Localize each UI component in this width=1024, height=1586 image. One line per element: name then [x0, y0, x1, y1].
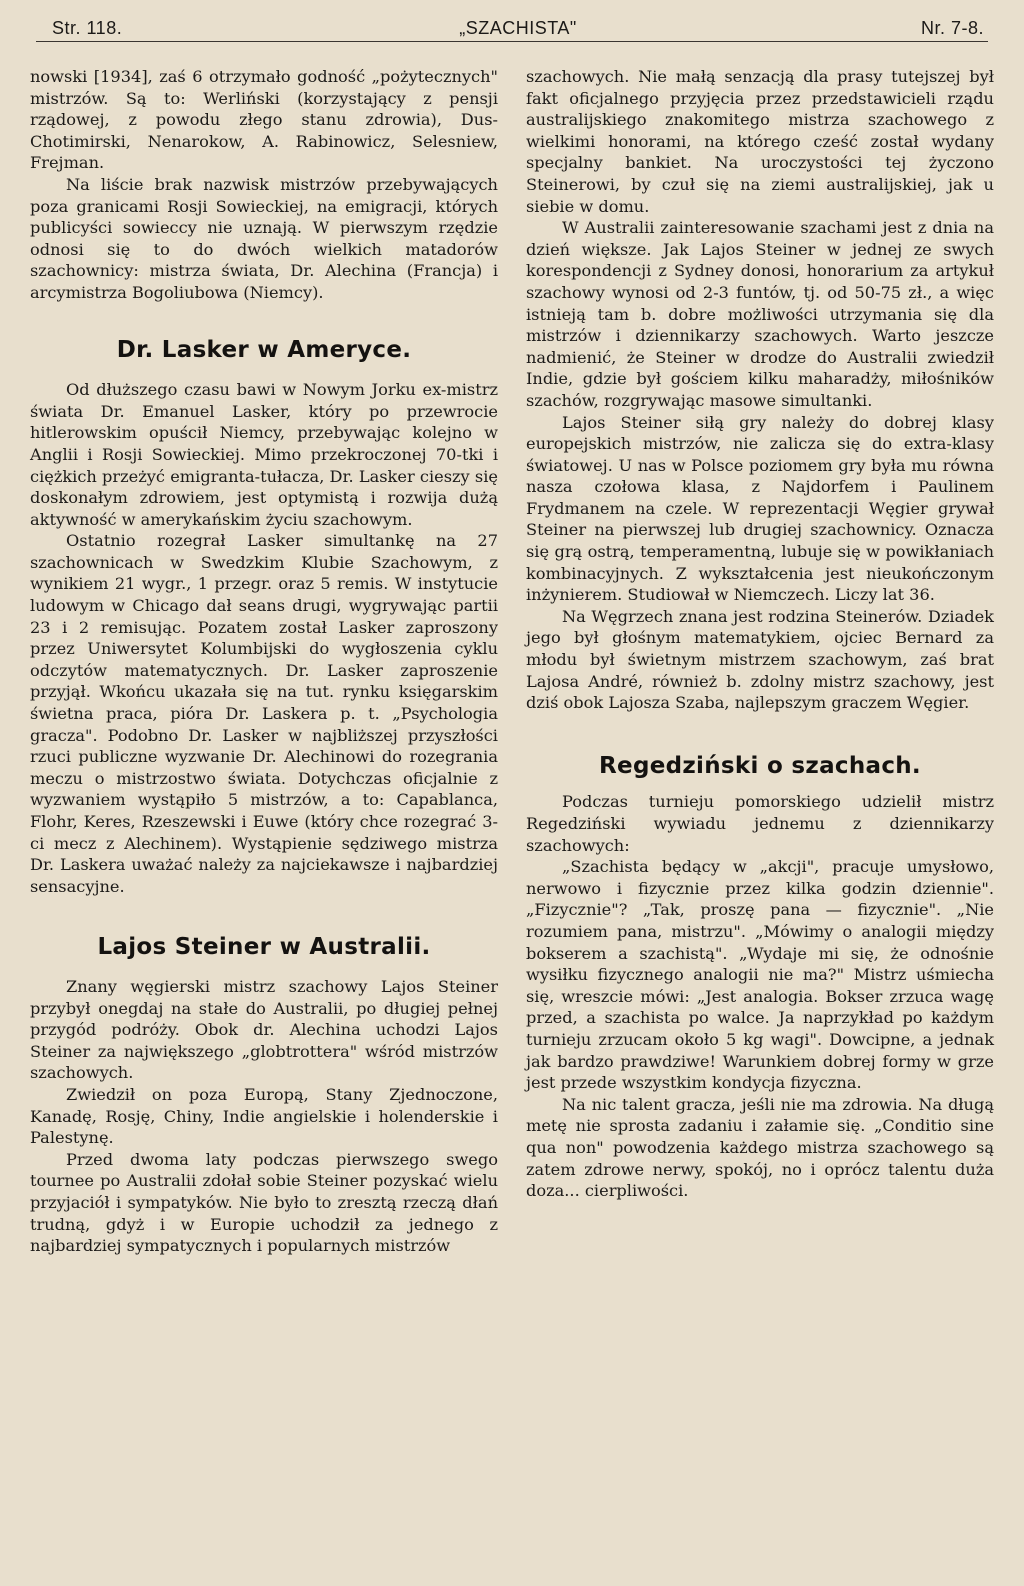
article-title-steiner: Lajos Steiner w Australii. — [97, 934, 431, 961]
paragraph: Podczas turnieju pomorskiego udzielił mistrz Regedziński wywiadu jednemu z dziennikarzy szachowych: — [526, 792, 994, 855]
paragraph: nowski [1934], zaś 6 otrzymało godność „pożytecznych" mistrzów. Są to: Werliński (korzystający z pensji rządowej, z powodu złego stanu zdrowia), Dus-Chotimirski, Nenarokow, A. Rabinowicz, Selesniew, Frejman. — [30, 67, 498, 173]
paragraph: Znany węgierski mistrz szachowy Lajos Steiner przybył onegdaj na stałe do Australii, po długiej pełnej przygód podróży. Obok dr. Alechina uchodzi Lajos Steiner za największego „globtrottera" wśród mistrzów szachowych. — [30, 976, 498, 1083]
paragraph: Zwiedził on poza Europą, Stany Zjednoczone, Kanadę, Rosję, Chiny, Indie angielskie i holenderskie i Palestynę. — [30, 1084, 498, 1148]
issue-number: Nr. 7-8. — [920, 18, 984, 38]
page-number: Str. 118. — [52, 18, 123, 38]
paragraph: Przed dwoma laty podczas pierwszego swego tournee po Australii zdołał sobie Steiner pozyskać wielu przyjaciół i sympatyków. Nie było to zresztą rzeczą dłań trudną, gdyż i w Europie uchodził za jednego z najbardziej sympatycznych i popularnych mistrzów — [30, 1149, 498, 1256]
paragraph: „Szachista będący w „akcji", pracuje umysłowo, nerwowo i fizycznie przez kilka godzin dziennie". „Fizycznie"? „Tak, proszę pana — fizycznie". „Nie rozumiem pana, mistrzu". „Mówimy o analogii między bokserem a szachistą". „Wydaje mi się, że odnośnie wysiłku fizycznego analogii nie ma?" Mistrz uśmiecha się, wreszcie mówi: „Jest analogia. Bokser zrzuca wagę przed, a szachista po walce. Ja naprzykład po każdym turnieju zrzucam około 5 kg wagi". Dowcipne, a jednak jak bardzo prawdziwe! Warunkiem dobrej formy w grze jest przede wszystkim kondycja fizyczna. — [526, 857, 994, 1093]
paragraph: Na nic talent gracza, jeśli nie ma zdrowia. Na długą metę nie sprosta zadaniu i załamie się. „Conditio sine qua non" powodzenia każdego mistrza szachowego są zatem zdrowe nerwy, spokój, no i oprócz talentu duża doza... cierpliwości. — [526, 1094, 994, 1201]
paragraph: szachowych. Nie małą senzacją dla prasy tutejszej był fakt oficjalnego przyjęcia przez przedstawicieli rządu australijskiego znakomitego mistrza szachowego z wielkimi honorami, na którego cześć został wydany specjalny bankiet. Na uroczystości tej życzono Steinerowi, by czuł się na ziemi australijskiej, jak u siebie w domu. — [526, 67, 994, 216]
paragraph: Na Węgrzech znana jest rodzina Steinerów. Dziadek jego był głośnym matematykiem, ojciec Bernard za młodu był świetnym mistrzem szachowym, zaś brat Lajosa André, również b. zdolny mistrz szachowy, jest dziś obok Lajosza Szaba, najlepszym graczem Węgier. — [526, 606, 994, 713]
paragraph: Lajos Steiner siłą gry należy do dobrej klasy europejskich mistrzów, nie zalicza się do extra-klasy światowej. U nas w Polsce poziomem gry była mu równa nasza czołowa klasa, z Najdorfem i Paulinem Frydmanem na czele. W reprezentacji Węgier grywał Steiner na pierwszej lub drugiej szachownicy. Oznacza się grą ostrą, temperamentną, lubuje się w powikłaniach kombinacyjnych. Z wykształcenia jest nieukończonym inżynierem. Studiował w Niemczech. Liczy lat 36. — [526, 412, 994, 605]
paragraph: W Australii zainteresowanie szachami jest z dnia na dzień większe. Jak Lajos Steiner w jednej ze swych korespondencji z Sydney donosi, honorarium za artykuł szachowy wynosi od 2-3 funtów, tj. od 50-75 zł., a więc istnieją tam b. dobre możliwości utrzymania się dla mistrzów i dziennikarzy szachowych. Warto jeszcze nadmienić, że Steiner w drodze do Australii zwiedził Indie, gdzie był gościem kilku maharadży, miłośników szachów, rozgrywając masowe simultanki. — [526, 218, 994, 410]
header-rule — [36, 41, 988, 42]
paragraph: Ostatnio rozegrał Lasker simultankę na 27 szachownicach w Swedzkim Klubie Szachowym, z wynikiem 21 wygr., 1 przegr. oraz 5 remis. W instytucie ludowym w Chicago dał seans drugi, wygrywając partii 23 i 2 remisując. Pozatem został Lasker zaproszony przez Uniwersytet Kolumbijski do wygłoszenia cyklu odczytów matematycznych. Dr. Lasker zaproszenie przyjął. Wkońcu ukazała się na tut. rynku księgarskim świetna praca, pióra Dr. Laskera p. t. „Psychologia gracza". Podobno Dr. Lasker w najbliższej przyszłości rzuci publiczne wyzwanie Dr. Alechinowi do rozegrania meczu o mistrzostwo świata. Dotychczas oficjalnie z wyzwaniem wystąpiło 5 mistrzów, a to: Capablanca, Flohr, Keres, Rzeszewski i Euwe (który chce rozegrać 3-ci mecz z Alechinem). Wystąpienie sędziwego mistrza Dr. Laskera uważać należy za najciekawsze i najbardziej sensacyjne. — [30, 531, 498, 896]
article-title-lasker: Dr. Lasker w Ameryce. — [116, 336, 412, 363]
page-header — [52, 14, 984, 40]
paragraph: Na liście brak nazwisk mistrzów przebywających poza granicami Rosji Sowieckiej, na emigracji, których publicyści sowieccy nie uznają. W pierwszym rzędzie odnosi się to do dwóch wielkich matadorów szachownicy: mistrza świata, Dr. Alechina (Francja) i arcymistrza Bogoliubowa (Niemcy). — [30, 174, 498, 302]
right-column — [526, 66, 994, 1202]
paragraph: Od dłuższego czasu bawi w Nowym Jorku ex-mistrz świata Dr. Emanuel Lasker, który po przewrocie hitlerowskim opuścił Niemcy, przebywając kolejno w Anglii i Rosji Sowieckiej. Mimo przekroczonej 70-tki i ciężkich przeżyć emigranta-tułacza, Dr. Lasker cieszy się doskonałym zdrowiem, jest optymistą i rozwija dużą aktywność w amerykańskim życiu szachowym. — [30, 380, 498, 529]
journal-title: „SZACHISTA" — [459, 18, 577, 38]
left-column — [30, 66, 498, 1257]
article-title-regedzinski: Regedziński o szachach. — [599, 752, 921, 779]
